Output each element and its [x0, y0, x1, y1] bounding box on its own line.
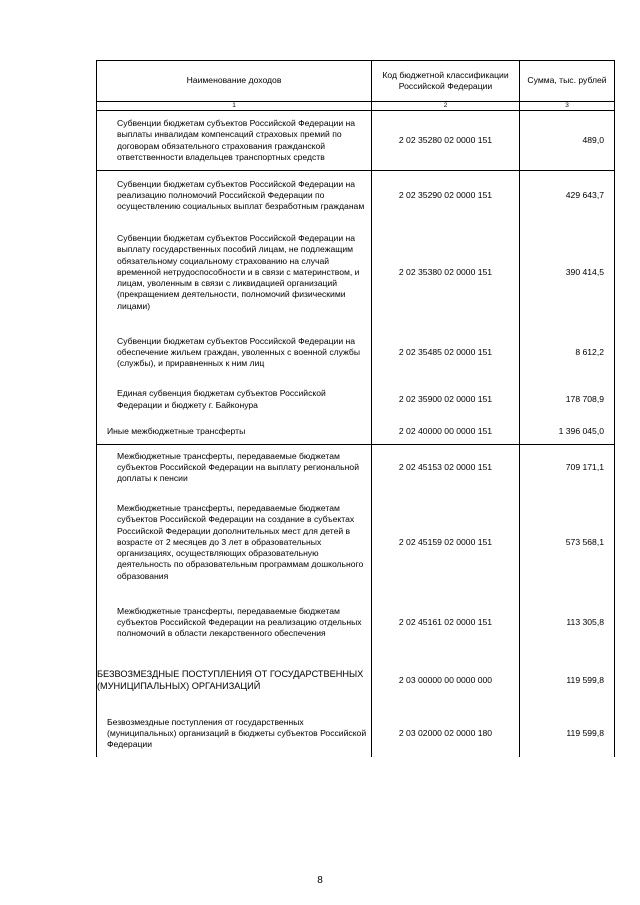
row-name: Субвенции бюджетам субъектов Российской Федерации на выплату государственных пособий лицам, не подлежащим обязательному социальному страхованию на случай временной нетрудоспособности и в связи с материнством, и лицам, уволенным в связи с ликвидацией организаций (прекращением деятельности, полномочий физическими лицами): [97, 221, 372, 325]
table-row: [97, 445, 615, 491]
row-name: Межбюджетные трансферты, передаваемые бюджетам субъектов Российской Федерации на выплату региональной доплаты к пенсии: [97, 445, 372, 491]
row-name: Межбюджетные трансферты, передаваемые бюджетам субъектов Российской Федерации на реализацию отдельных полномочий в области лекарственного обеспечения: [97, 595, 372, 651]
table-row: [97, 325, 615, 381]
row-amount: 390 414,5: [520, 221, 615, 325]
column-number-3: 3: [520, 102, 615, 111]
page-number: 8: [317, 875, 323, 886]
row-name: БЕЗВОЗМЕЗДНЫЕ ПОСТУПЛЕНИЯ ОТ ГОСУДАРСТВЕННЫХ (МУНИЦИПАЛЬНЫХ) ОРГАНИЗАЦИЙ: [97, 651, 372, 711]
row-code: 2 02 40000 00 0000 151: [372, 419, 520, 445]
row-code: 2 02 35380 02 0000 151: [372, 221, 520, 325]
table-row: [97, 221, 615, 325]
row-amount: 119 599,8: [520, 651, 615, 711]
row-code: 2 03 02000 02 0000 180: [372, 711, 520, 757]
row-code: 2 03 00000 00 0000 000: [372, 651, 520, 711]
row-code: 2 02 45153 02 0000 151: [372, 445, 520, 491]
revenue-table: [96, 60, 615, 757]
table-row: [97, 381, 615, 419]
table-row: [97, 491, 615, 595]
row-code: 2 02 45159 02 0000 151: [372, 491, 520, 595]
row-name: Безвозмездные поступления от государственных (муниципальных) организаций в бюджеты субъектов Российской Федерации: [97, 711, 372, 757]
row-amount: 113 305,8: [520, 595, 615, 651]
column-number-row: [97, 102, 615, 111]
header-name: Наименование доходов: [97, 61, 372, 102]
column-number-2: 2: [372, 102, 520, 111]
row-name: Иные межбюджетные трансферты: [97, 419, 372, 445]
column-number-1: 1: [97, 102, 372, 111]
row-code: 2 02 35485 02 0000 151: [372, 325, 520, 381]
row-code: 2 02 35280 02 0000 151: [372, 111, 520, 171]
row-code: 2 02 35290 02 0000 151: [372, 171, 520, 221]
row-name: Субвенции бюджетам субъектов Российской Федерации на обеспечение жильем граждан, уволенных с военной службы (службы), и приравненных к ним лиц: [97, 325, 372, 381]
row-code: 2 02 35900 02 0000 151: [372, 381, 520, 419]
row-amount: 489,0: [520, 111, 615, 171]
table-row: [97, 651, 615, 711]
row-code: 2 02 45161 02 0000 151: [372, 595, 520, 651]
header-amount: Сумма, тыс. рублей: [520, 61, 615, 102]
row-amount: 709 171,1: [520, 445, 615, 491]
row-amount: 573 568,1: [520, 491, 615, 595]
header-row: [97, 61, 615, 102]
row-name: Межбюджетные трансферты, передаваемые бюджетам субъектов Российской Федерации на создание в субъектах Российской Федерации дополнительных мест для детей в возрасте от 2 месяцев до 3 лет в образовательных организациях, осуществляющих образовательную деятельность по образовательным программам дошкольного образования: [97, 491, 372, 595]
row-name: Субвенции бюджетам субъектов Российской Федерации на выплаты инвалидам компенсаций страховых премий по договорам обязательного страхования гражданской ответственности владельцев транспортных средств: [97, 111, 372, 171]
row-amount: 1 396 045,0: [520, 419, 615, 445]
row-name: Единая субвенция бюджетам субъектов Российской Федерации и бюджету г. Байконура: [97, 381, 372, 419]
row-name: Субвенции бюджетам субъектов Российской Федерации на реализацию полномочий Российской Федерации по осуществлению социальных выплат безработным гражданам: [97, 171, 372, 221]
row-amount: 178 708,9: [520, 381, 615, 419]
table-row: [97, 111, 615, 171]
row-amount: 119 599,8: [520, 711, 615, 757]
header-code: Код бюджетной классификации Российской Федерации: [372, 61, 520, 102]
row-amount: 429 643,7: [520, 171, 615, 221]
row-amount: 8 612,2: [520, 325, 615, 381]
table-row: [97, 711, 615, 757]
table-row: [97, 171, 615, 221]
table-row: [97, 419, 615, 445]
table-row: [97, 595, 615, 651]
